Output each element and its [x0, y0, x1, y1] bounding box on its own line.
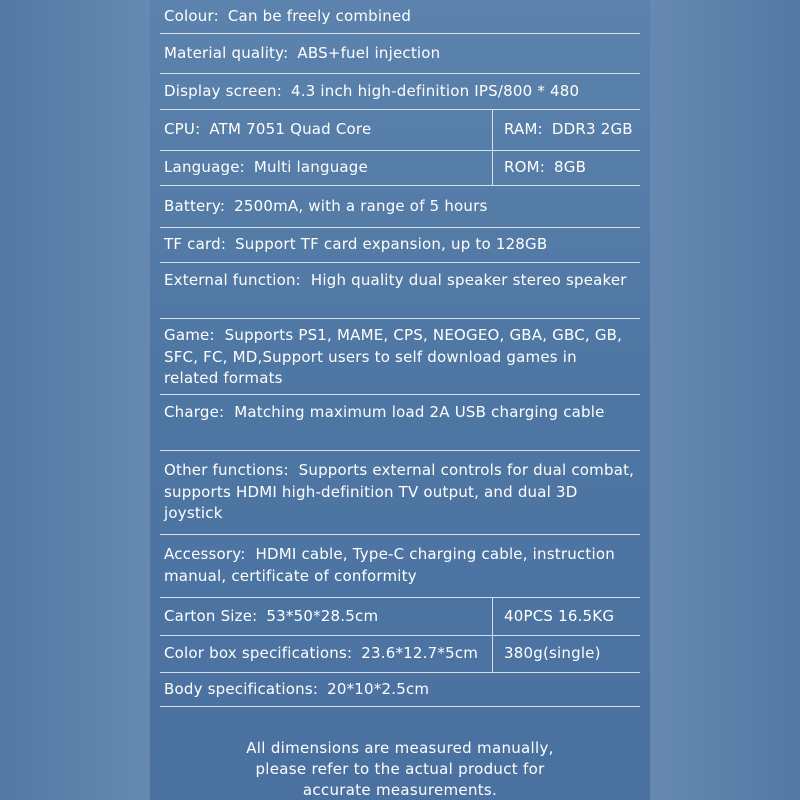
spec-value: 2500mA, with a range of 5 hours	[234, 196, 488, 215]
spec-value: 380g(single)	[504, 644, 601, 663]
spec-row-accessory	[160, 535, 640, 598]
spec-row-cpu	[160, 110, 640, 151]
spec-value: HDMI cable, Type-C charging cable, instruction manual, certificate of conformity	[164, 545, 615, 585]
spec-label: Game:	[164, 326, 215, 344]
spec-label: Other functions:	[164, 461, 289, 479]
spec-row-color-box	[160, 636, 640, 673]
disclaimer-line: accurate measurements.	[302, 781, 498, 799]
spec-value: High quality dual speaker stereo speaker	[310, 271, 627, 289]
spec-value: ATM 7051 Quad Core	[209, 120, 372, 139]
spec-value: 8GB	[554, 158, 587, 177]
spec-cell	[160, 151, 492, 185]
spec-cell	[160, 110, 492, 150]
spec-value: Support TF card expansion, up to 128GB	[235, 235, 548, 254]
disclaimer-line: All dimensions are measured manually,	[246, 739, 554, 757]
spec-label: ROM:	[504, 158, 546, 177]
spec-value: Multi language	[253, 158, 368, 177]
spec-row-colour	[160, 0, 640, 34]
spec-row-carton-size	[160, 598, 640, 636]
spec-table	[160, 0, 640, 707]
spec-label: CPU:	[164, 120, 201, 139]
spec-row-battery	[160, 186, 640, 228]
spec-row-external-function	[160, 263, 640, 319]
spec-cell	[160, 228, 640, 262]
spec-value: DDR3 2GB	[551, 120, 633, 139]
spec-value: 4.3 inch high-definition IPS/800 * 480	[290, 81, 580, 100]
spec-cell	[160, 0, 640, 33]
spec-row-game	[160, 319, 640, 395]
spec-cell	[160, 598, 492, 635]
spec-cell-carton-weight	[492, 598, 640, 635]
spec-value: 20*10*2.5cm	[327, 679, 430, 698]
spec-row-material	[160, 34, 640, 74]
spec-row-body	[160, 673, 640, 707]
spec-label: TF card:	[164, 235, 227, 254]
spec-value: 53*50*28.5cm	[266, 606, 379, 625]
measurement-disclaimer	[150, 738, 650, 800]
left-background-strip	[0, 0, 150, 800]
spec-label: External function:	[164, 271, 301, 289]
spec-row-other-functions	[160, 451, 640, 535]
spec-label: Material quality:	[164, 43, 289, 62]
spec-cell	[160, 636, 492, 672]
spec-label: Carton Size:	[164, 606, 258, 625]
spec-label: Battery:	[164, 196, 226, 215]
spec-label: Display screen:	[164, 81, 282, 100]
spec-value: 40PCS 16.5KG	[504, 606, 615, 625]
spec-row-display	[160, 74, 640, 110]
spec-cell	[160, 263, 640, 318]
spec-cell	[160, 74, 640, 109]
spec-label: Colour:	[164, 6, 219, 25]
spec-label: Color box specifications:	[164, 644, 353, 663]
spec-row-tf-card	[160, 228, 640, 263]
spec-value: Can be freely combined	[227, 6, 412, 25]
spec-cell	[160, 319, 640, 394]
spec-value: 23.6*12.7*5cm	[361, 644, 479, 663]
spec-row-language	[160, 151, 640, 186]
spec-value: Matching maximum load 2A USB charging cable	[234, 403, 605, 421]
spec-label: Charge:	[164, 403, 225, 421]
spec-cell-ram	[492, 110, 640, 150]
spec-cell-color-box-weight	[492, 636, 640, 672]
spec-cell	[160, 186, 640, 227]
spec-cell	[160, 451, 640, 534]
spec-value: Supports external controls for dual combat, supports HDMI high-definition TV output, and dual 3D joystick	[164, 461, 635, 522]
spec-cell	[160, 673, 640, 706]
spec-label: Accessory:	[164, 545, 246, 563]
disclaimer-line: please refer to the actual product for	[255, 760, 545, 778]
spec-row-charge	[160, 395, 640, 451]
spec-cell	[160, 535, 640, 597]
spec-cell	[160, 34, 640, 73]
spec-cell	[160, 395, 640, 450]
spec-label: Language:	[164, 158, 245, 177]
spec-value: ABS+fuel injection	[297, 43, 441, 62]
spec-label: RAM:	[504, 120, 543, 139]
spec-cell-rom	[492, 151, 640, 185]
right-background-strip	[650, 0, 800, 800]
spec-label: Body specifications:	[164, 679, 319, 698]
spec-value: Supports PS1, MAME, CPS, NEOGEO, GBA, GBC, GB, SFC, FC, MD,Support users to self download games in related formats	[164, 326, 623, 387]
